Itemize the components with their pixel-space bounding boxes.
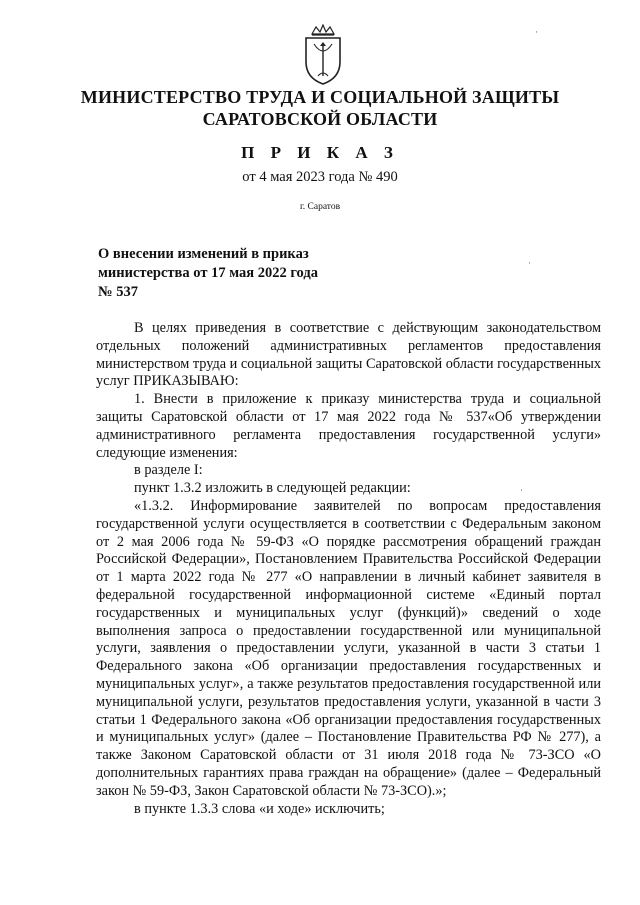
subject-line-2: министерства от 17 мая 2022 года xyxy=(98,265,318,281)
ministry-line-1: МИНИСТЕРСТВО ТРУДА И СОЦИАЛЬНОЙ ЗАЩИТЫ xyxy=(80,87,560,107)
ministry-line-2: САРАТОВСКОЙ ОБЛАСТИ xyxy=(202,109,438,129)
scan-speck: · xyxy=(535,27,538,37)
paragraph-instruction: пункт 1.3.2 изложить в следующей редакции: xyxy=(134,480,411,497)
scan-speck: · xyxy=(528,258,531,268)
document-city: г. Саратов xyxy=(299,202,341,212)
document-date-number: от 4 мая 2023 года № 490 xyxy=(242,169,398,185)
ministry-name xyxy=(0,86,640,130)
subject-line-1: О внесении изменений в приказ xyxy=(98,246,309,262)
paragraph-item-1: 1. Внести в приложение к приказу министерства труда и социальной защиты Саратовской области от 17 мая 2022 года № 537«Об утверждении административного регламента предоставления государственной услуги» следующие изменения: xyxy=(96,391,601,461)
document-type: П Р И К А З xyxy=(241,143,399,162)
document-subject xyxy=(98,245,378,302)
paragraph-exclusion: в пункте 1.3.3 слова «и ходе» исключить; xyxy=(134,800,385,817)
subject-line-3: № 537 xyxy=(98,284,138,300)
paragraph-section: в разделе I: xyxy=(134,462,203,479)
scan-speck: · xyxy=(520,485,523,495)
paragraph-quoted-text: «1.3.2. Информирование заявителей по вопросам предоставления государственной услуги осуществляется в соответствии с Федеральным законом от 2 мая 2006 года № 59-ФЗ «О порядке рассмотрения обращений граждан Российской Федерации», Постановлением Правительства Российской Федерации от 1 марта 2022 года № 277 «О направлении в личный кабинет заявителя в федеральной государственной информационной системе «Единый портал государственных и муниципальных услуг (функций)» сведений о ходе выполнения запроса о предоставлении государственной или муниципальной услуги, заявления о предоставлении услуги, указанной в части 3 статьи 1 Федерального закона «Об организации предоставления государственных и муниципальных услуг», а также результатов предоставления государственной или муниципальной услуги, результатов предоставления услуги, указанной в части 3 статьи 1 Федерального закона «Об организации предоставления государственных и муниципальных услуг» (далее – Постановление Правительства РФ № 277), а также Законом Саратовской области от 31 июля 2018 года № 73-ЗСО «О дополнительных гарантиях права граждан на обращение» (далее – Федеральный закон № 59-ФЗ, Закон Саратовской области № 73-ЗСО).»; xyxy=(96,497,601,799)
document-body xyxy=(96,320,601,818)
coat-of-arms-icon xyxy=(300,24,346,86)
paragraph-preamble: В целях приведения в соответствие с действующим законодательством отдельных положений административных регламентов предоставления министерством труда и социальной защиты Саратовской области государственных услуг ПРИКАЗЫВАЮ: xyxy=(96,320,601,390)
